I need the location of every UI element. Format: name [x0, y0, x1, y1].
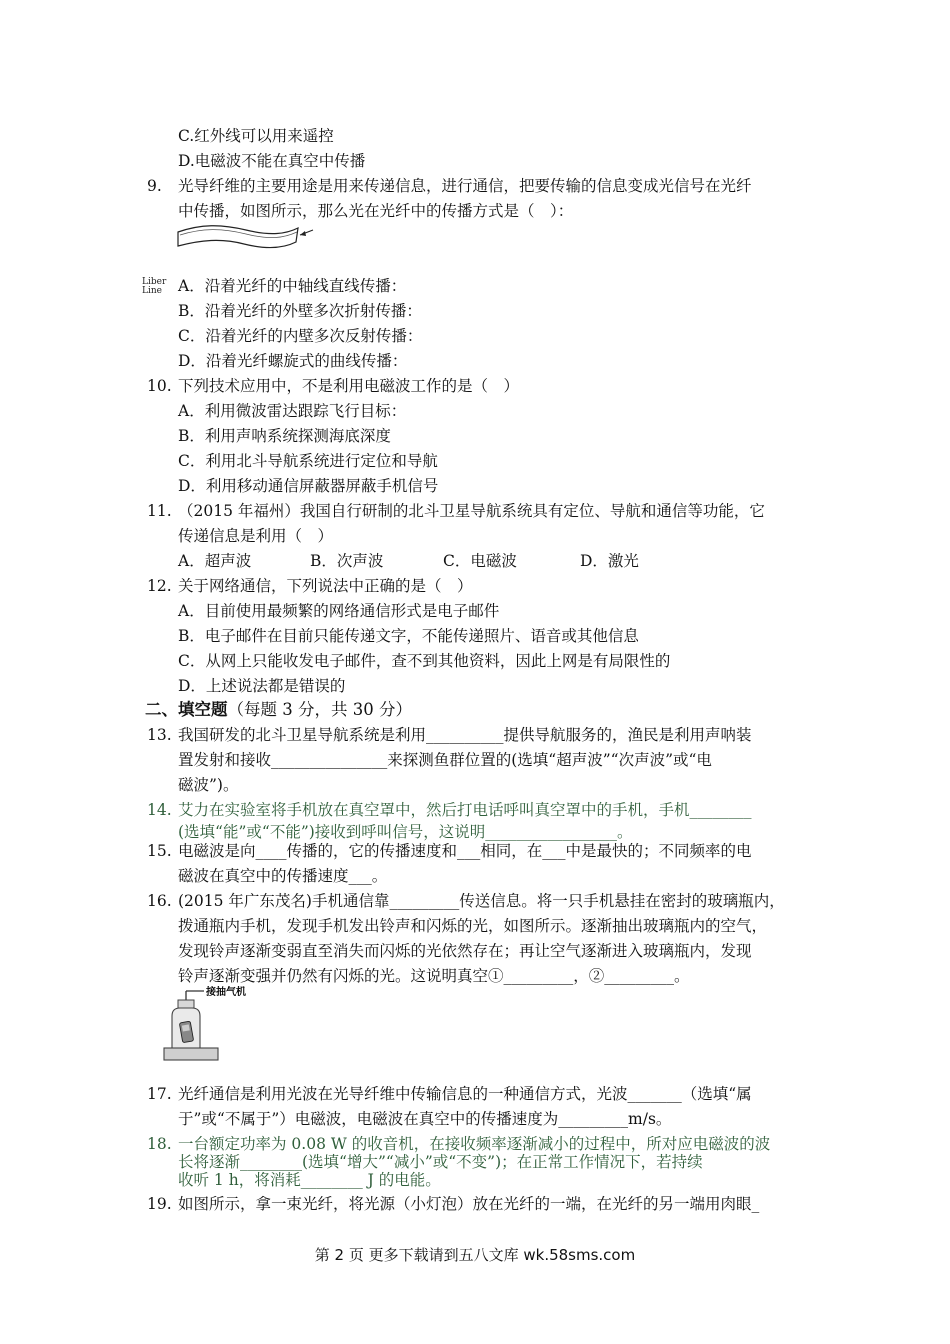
q16-figure-label: 接抽气机: [206, 987, 246, 998]
q9-option-a: A．沿着光纤的中轴线直线传播：: [178, 277, 407, 295]
q18-line3: 收听 1 h，将消耗________ J 的电能。: [178, 1171, 441, 1189]
q11-stem-line2: 传递信息是利用（ ）: [178, 527, 334, 545]
q10-option-d: D．利用移动通信屏蔽器屏蔽手机信号: [178, 477, 439, 495]
q12-number: 12.: [147, 577, 172, 595]
section-2-note: （每题 3 分，共 30 分）: [227, 700, 412, 719]
q16-line4: 铃声逐渐变强并仍然有闪烁的光。这说明真空①_________，②_________。: [178, 967, 690, 985]
q11-option-c: C．电磁波: [443, 552, 517, 570]
q12-option-b: B．电子邮件在目前只能传递文字，不能传递照片、语音或其他信息: [178, 627, 639, 645]
q14-line1: 艾力在实验室将手机放在真空罩中，然后打电话呼叫真空罩中的手机，手机________: [178, 801, 752, 819]
q18-number: 18.: [147, 1135, 172, 1153]
q8-option-c: C.红外线可以用来遥控: [178, 127, 334, 145]
q15-line1: 电磁波是向____传播的，它的传播速度和___相同，在___中是最快的；不同频率的电: [178, 842, 752, 860]
q11-number: 11.: [147, 502, 172, 520]
q18-line2: 长将逐渐________(选填“增大”“减小”或“不变”)；在正常工作情况下，若持续: [178, 1153, 703, 1171]
q15-line2: 磁波在真空中的传播速度___。: [178, 867, 388, 885]
liber-line-bottom: Line: [142, 286, 162, 296]
q10-option-b: B．利用声呐系统探测海底深度: [178, 427, 391, 445]
q12-stem: 关于网络通信，下列说法中正确的是（ ）: [178, 577, 473, 595]
q12-option-c: C．从网上只能收发电子邮件，查不到其他资料，因此上网是有局限性的: [178, 652, 671, 670]
q10-option-c: C．利用北斗导航系统进行定位和导航: [178, 452, 438, 470]
q10-number: 10.: [147, 377, 172, 395]
bell-jar-phone-figure: [160, 986, 280, 1064]
q11-option-a: A．超声波: [178, 552, 252, 570]
section-2-heading: [145, 700, 412, 720]
liber-line-mark: [142, 278, 166, 296]
q16-line3: 发现铃声逐渐变弱直至消失而闪烁的光依然存在；再让空气逐渐进入玻璃瓶内，发现: [178, 942, 752, 960]
q17-line2: 于”或“不属于”）电磁波，电磁波在真空中的传播速度为_________m/s。: [178, 1110, 672, 1128]
q14-number: 14.: [147, 801, 172, 819]
q16-line2: 拨通瓶内手机，发现手机发出铃声和闪烁的光，如图所示。逐渐抽出玻璃瓶内的空气，: [178, 917, 768, 935]
q14-line2: (选填“能”或“不能”)接收到呼叫信号，这说明_________________。: [178, 823, 633, 841]
q9-option-b: B．沿着光纤的外壁多次折射传播：: [178, 302, 422, 320]
q17-line1: 光纤通信是利用光波在光导纤维中传输信息的一种通信方式，光波_______（选填“属: [178, 1085, 752, 1103]
q16-number: 16.: [147, 892, 172, 910]
q11-option-b: B．次声波: [310, 552, 384, 570]
q8-option-d: D.电磁波不能在真空中传播: [178, 152, 366, 170]
q12-option-a: A．目前使用最频繁的网络通信形式是电子邮件: [178, 602, 500, 620]
q16-line1: (2015 年广东茂名)手机通信靠_________传送信息。将一只手机悬挂在密封的玻璃瓶内，: [178, 892, 785, 910]
q18-line1: 一台额定功率为 0.08 W 的收音机，在接收频率逐渐减小的过程中，所对应电磁波的波: [178, 1135, 771, 1153]
q9-option-c: C．沿着光纤的内壁多次反射传播：: [178, 327, 423, 345]
q15-number: 15.: [147, 842, 172, 860]
q12-option-d: D．上述说法都是错误的: [178, 677, 346, 695]
q17-number: 17.: [147, 1085, 172, 1103]
q11-option-d: D．激光: [580, 552, 639, 570]
q13-line3: 磁波”)。: [178, 776, 239, 794]
q9-stem-line2: 中传播，如图所示，那么光在光纤中的传播方式是（ ）：: [178, 202, 574, 220]
page-footer: 第 2 页 更多下载请到五八文库 wk.58sms.com: [314, 1246, 636, 1264]
q13-line1: 我国研发的北斗卫星导航系统是利用__________提供导航服务的，渔民是利用声呐装: [178, 726, 752, 744]
q10-stem: 下列技术应用中，不是利用电磁波工作的是（ ）: [178, 377, 520, 395]
q9-number: 9.: [147, 177, 162, 195]
q13-line2: 置发射和接收_______________来探测鱼群位置的(选填“超声波”“次声波”或“电: [178, 751, 712, 769]
q9-stem-line1: 光导纤维的主要用途是用来传递信息，进行通信，把要传输的信息变成光信号在光纤: [178, 177, 752, 195]
q9-option-d: D．沿着光纤螺旋式的曲线传播：: [178, 352, 408, 370]
q19-line1: 如图所示，拿一束光纤，将光源（小灯泡）放在光纤的一端，在光纤的另一端用肉眼_: [178, 1195, 760, 1213]
liber-line-top: Liber: [142, 277, 167, 287]
q10-option-a: A．利用微波雷达跟踪飞行目标：: [178, 402, 407, 420]
section-2-title: 二、填空题: [145, 700, 228, 719]
q13-number: 13.: [147, 726, 172, 744]
q19-number: 19.: [147, 1195, 172, 1213]
optical-fiber-figure: [176, 222, 316, 260]
q11-stem-line1: （2015 年福州）我国自行研制的北斗卫星导航系统具有定位、导航和通信等功能，它: [178, 502, 765, 520]
